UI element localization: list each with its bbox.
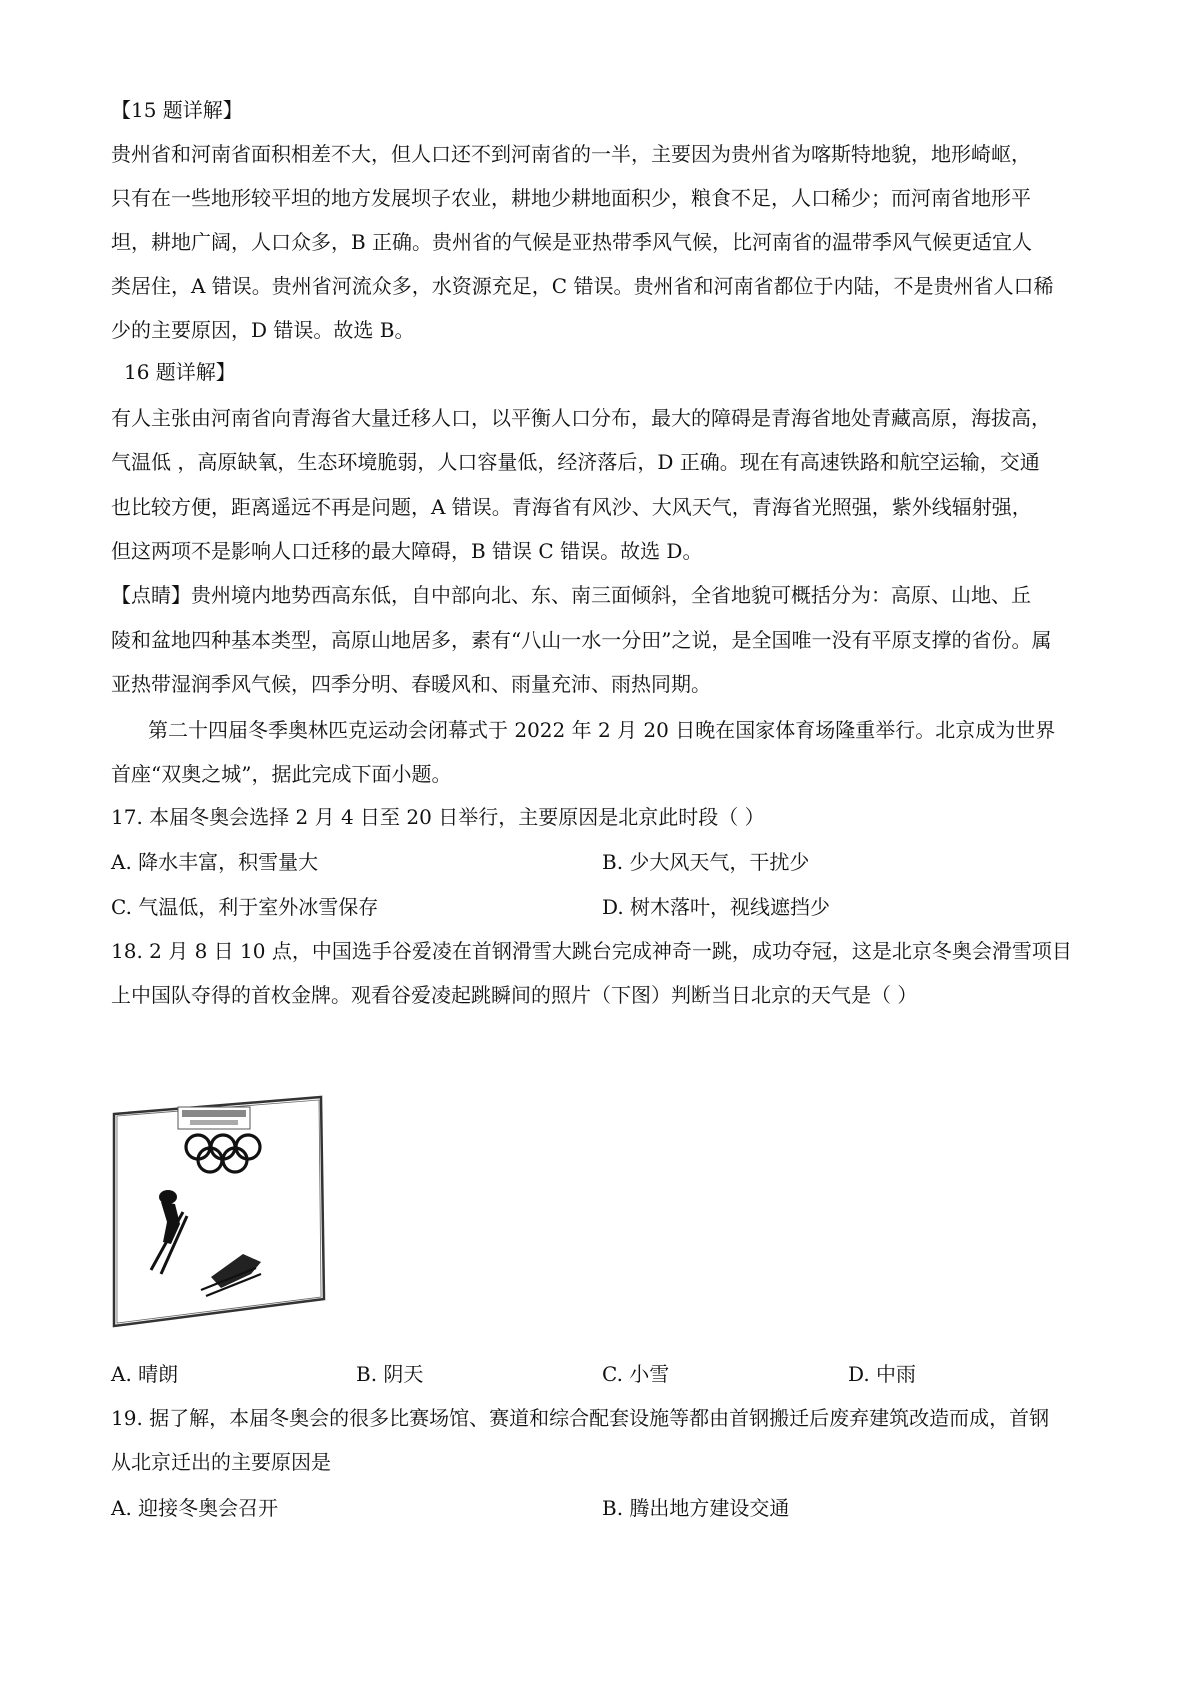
q15-line-5: 少的主要原因，D 错误。故选 B。 xyxy=(111,318,415,342)
q19-option-b: B. 腾出地方建设交通 xyxy=(602,1496,790,1520)
q15-line-1: 贵州省和河南省面积相差不大，但人口还不到河南省的一半，主要因为贵州省为喀斯特地貌，地形崎岖， xyxy=(111,142,1031,166)
q16-line-4: 但这两项不是影响人口迁移的最大障碍，B 错误 C 错误。故选 D。 xyxy=(111,539,703,563)
q18-option-b: B. 阴天 xyxy=(356,1362,424,1386)
q16-line-3: 也比较方便，距离遥远不再是问题，A 错误。青海省有风沙、大风天气，青海省光照强，紫外线辐射强， xyxy=(111,495,1032,519)
note-line-2: 陵和盆地四种基本类型，高原山地居多，素有“八山一水一分田”之说，是全国唯一没有平原支撑的省份。属 xyxy=(111,628,1052,652)
note-line-3: 亚热带湿润季风气候，四季分明、春暖风和、雨量充沛、雨热同期。 xyxy=(111,672,711,696)
q19-option-a: A. 迎接冬奥会召开 xyxy=(111,1496,279,1520)
q17-option-d: D. 树木落叶，视线遮挡少 xyxy=(602,895,831,919)
q18-stem-line-1: 18. 2 月 8 日 10 点，中国选手谷爱凌在首钢滑雪大跳台完成神奇一跳，成功夺冠，这是北京冬奥会滑雪项目 xyxy=(111,939,1072,963)
q18-option-c: C. 小雪 xyxy=(602,1362,670,1386)
q16-heading: 16 题详解】 xyxy=(124,360,236,384)
q17-option-a: A. 降水丰富，积雪量大 xyxy=(111,850,319,874)
q19-stem-line-2: 从北京迁出的主要原因是 xyxy=(111,1450,331,1474)
q19-stem-line-1: 19. 据了解，本届冬奥会的很多比赛场馆、赛道和综合配套设施等都由首钢搬迁后废弃建筑改造而成，首钢 xyxy=(111,1406,1050,1430)
q15-line-4: 类居住，A 错误。贵州省河流众多，水资源充足，C 错误。贵州省和河南省都位于内陆，不是贵州省人口稀 xyxy=(111,274,1054,298)
q17-stem: 17. 本届冬奥会选择 2 月 4 日至 20 日举行，主要原因是北京此时段（ ） xyxy=(111,805,765,829)
q17-option-b: B. 少大风天气，干扰少 xyxy=(602,850,810,874)
q16-line-2: 气温低 ，高原缺氧，生态环境脆弱，人口容量低，经济落后，D 正确。现在有高速铁路和航空运输，交通 xyxy=(111,450,1040,474)
q15-line-2: 只有在一些地形较平坦的地方发展坝子农业，耕地少耕地面积少，粮食不足，人口稀少；而河南省地形平 xyxy=(111,186,1031,210)
q18-stem-line-2: 上中国队夺得的首枚金牌。观看谷爱凌起跳瞬间的照片（下图）判断当日北京的天气是（ ） xyxy=(111,983,918,1007)
intro-line-1: 第二十四届冬季奥林匹克运动会闭幕式于 2022 年 2 月 20 日晚在国家体育场隆重举行。北京成为世界 xyxy=(148,718,1056,742)
intro-line-2: 首座“双奥之城”，据此完成下面小题。 xyxy=(111,762,452,786)
q17-option-c: C. 气温低，利于室外冰雪保存 xyxy=(111,895,379,919)
q16-line-1: 有人主张由河南省向青海省大量迁移人口，以平衡人口分布，最大的障碍是青海省地处青藏高原，海拔高， xyxy=(111,406,1051,430)
ski-jump-photo xyxy=(111,1094,326,1329)
q15-line-3: 坦，耕地广阔，人口众多，B 正确。贵州省的气候是亚热带季风气候，比河南省的温带季风气候更适宜人 xyxy=(111,230,1033,254)
q15-heading: 【15 题详解】 xyxy=(111,98,243,122)
q18-option-d: D. 中雨 xyxy=(848,1362,917,1386)
q18-option-a: A. 晴朗 xyxy=(111,1362,179,1386)
note-line-1: 【点睛】贵州境内地势西高东低，自中部向北、东、南三面倾斜，全省地貌可概括分为：高原、山地、丘 xyxy=(111,583,1031,607)
